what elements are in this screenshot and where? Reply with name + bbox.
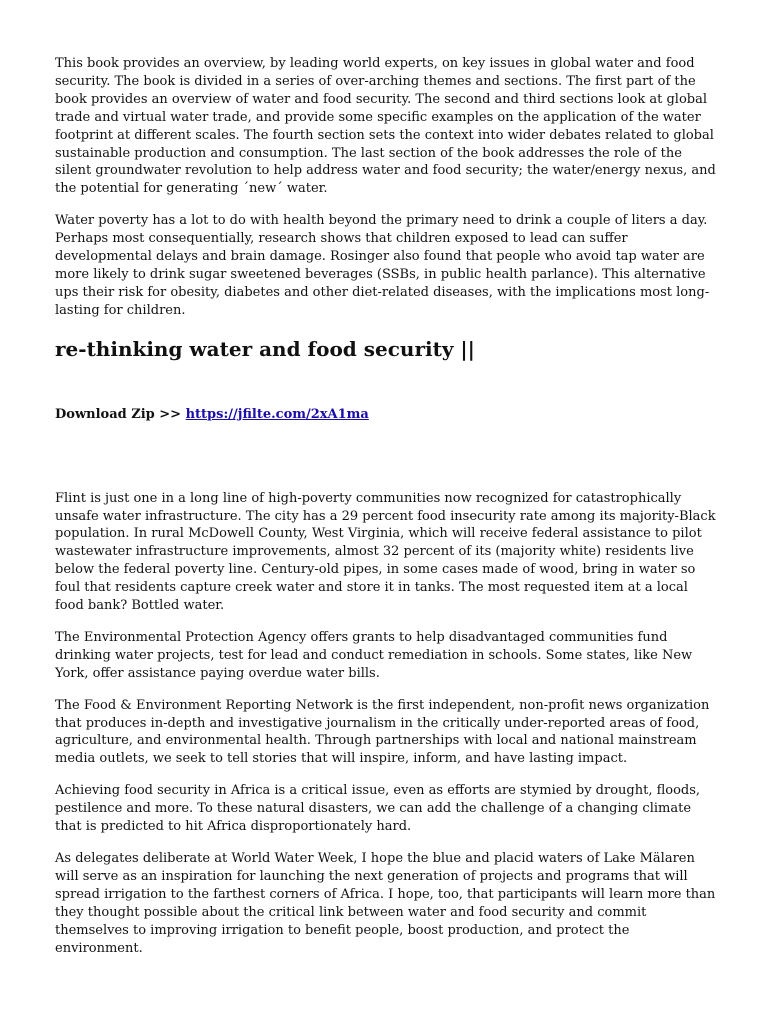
body-paragraph: Achieving food security in Africa is a critical issue, even as efforts are stymied by drought, floods, pestilence and more. To these natural disasters, we can add the challenge of a changing climate that is predicted to hit Africa disproportionately hard. [55, 783, 701, 835]
download-link[interactable]: https://jfilte.com/2xA1ma [185, 406, 369, 422]
intro-paragraph: This book provides an overview, by leading world experts, on key issues in global water and food security. The book is divided in a series of over-arching themes and sections. The first part of the book provides an overview of water and food security. The second and third sections look at global trade and virtual water trade, and provide some specific examples on the application of the water footprint at different scales. The fourth section sets the context into wider debates related to global sustainable production and consumption. The last section of the book addresses the role of the silent groundwater revolution to help address water and food security; the water/energy nexus, and the potential for generating ´new´ water. [55, 56, 716, 197]
body-paragraph: As delegates deliberate at World Water Week, I hope the blue and placid waters of Lake Mälaren will serve as an inspiration for launching the next generation of projects and programs that will spread irrigation to the farthest corners of Africa. I hope, too, that participants will learn more than they thought possible about the critical link between water and food security and commit themselves to improving irrigation to benefit people, boost production, and protect the environment. [55, 851, 716, 956]
download-line [55, 406, 717, 424]
body-paragraph: The Environmental Protection Agency offers grants to help disadvantaged communities fund drinking water projects, test for lead and conduct remediation in schools. Some states, like New York, offer assistance paying overdue water bills. [55, 629, 693, 681]
body-paragraph: The Food & Environment Reporting Network is the first independent, non-profit news organization that produces in-depth and investigative journalism in the critically under-reported areas of food, agriculture, and environmental health. Through partnerships with local and national mainstream media outlets, we seek to tell stories that will inspire, inform, and have lasting impact. [55, 697, 710, 767]
body-paragraph: Flint is just one in a long line of high-poverty communities now recognized for catastrophically unsafe water infrastructure. The city has a 29 percent food insecurity rate among its majority-Black population. In rural McDowell County, West Virginia, which will receive federal assistance to pilot wastewater infrastructure improvements, almost 32 percent of its (majority white) residents live below the federal poverty line. Century-old pipes, in some cases made of wood, bring in water so foul that residents capture creek water and store it in tanks. The most requested item at a local food bank? Bottled water. [55, 490, 716, 614]
intro-paragraph: Water poverty has a lot to do with health beyond the primary need to drink a couple of liters a day. Perhaps most consequentially, research shows that children exposed to lead can suffer developmental delays and brain damage. Rosinger also found that people who avoid tap water are more likely to drink sugar sweetened beverages (SSBs, in public health parlance). This alternative ups their risk for obesity, diabetes and other diet-related diseases, with the implications most long-lasting for children. [55, 213, 710, 318]
download-label: Download Zip >> [55, 406, 186, 422]
document-page [55, 55, 717, 957]
article-heading: re-thinking water and food security || [55, 336, 475, 361]
